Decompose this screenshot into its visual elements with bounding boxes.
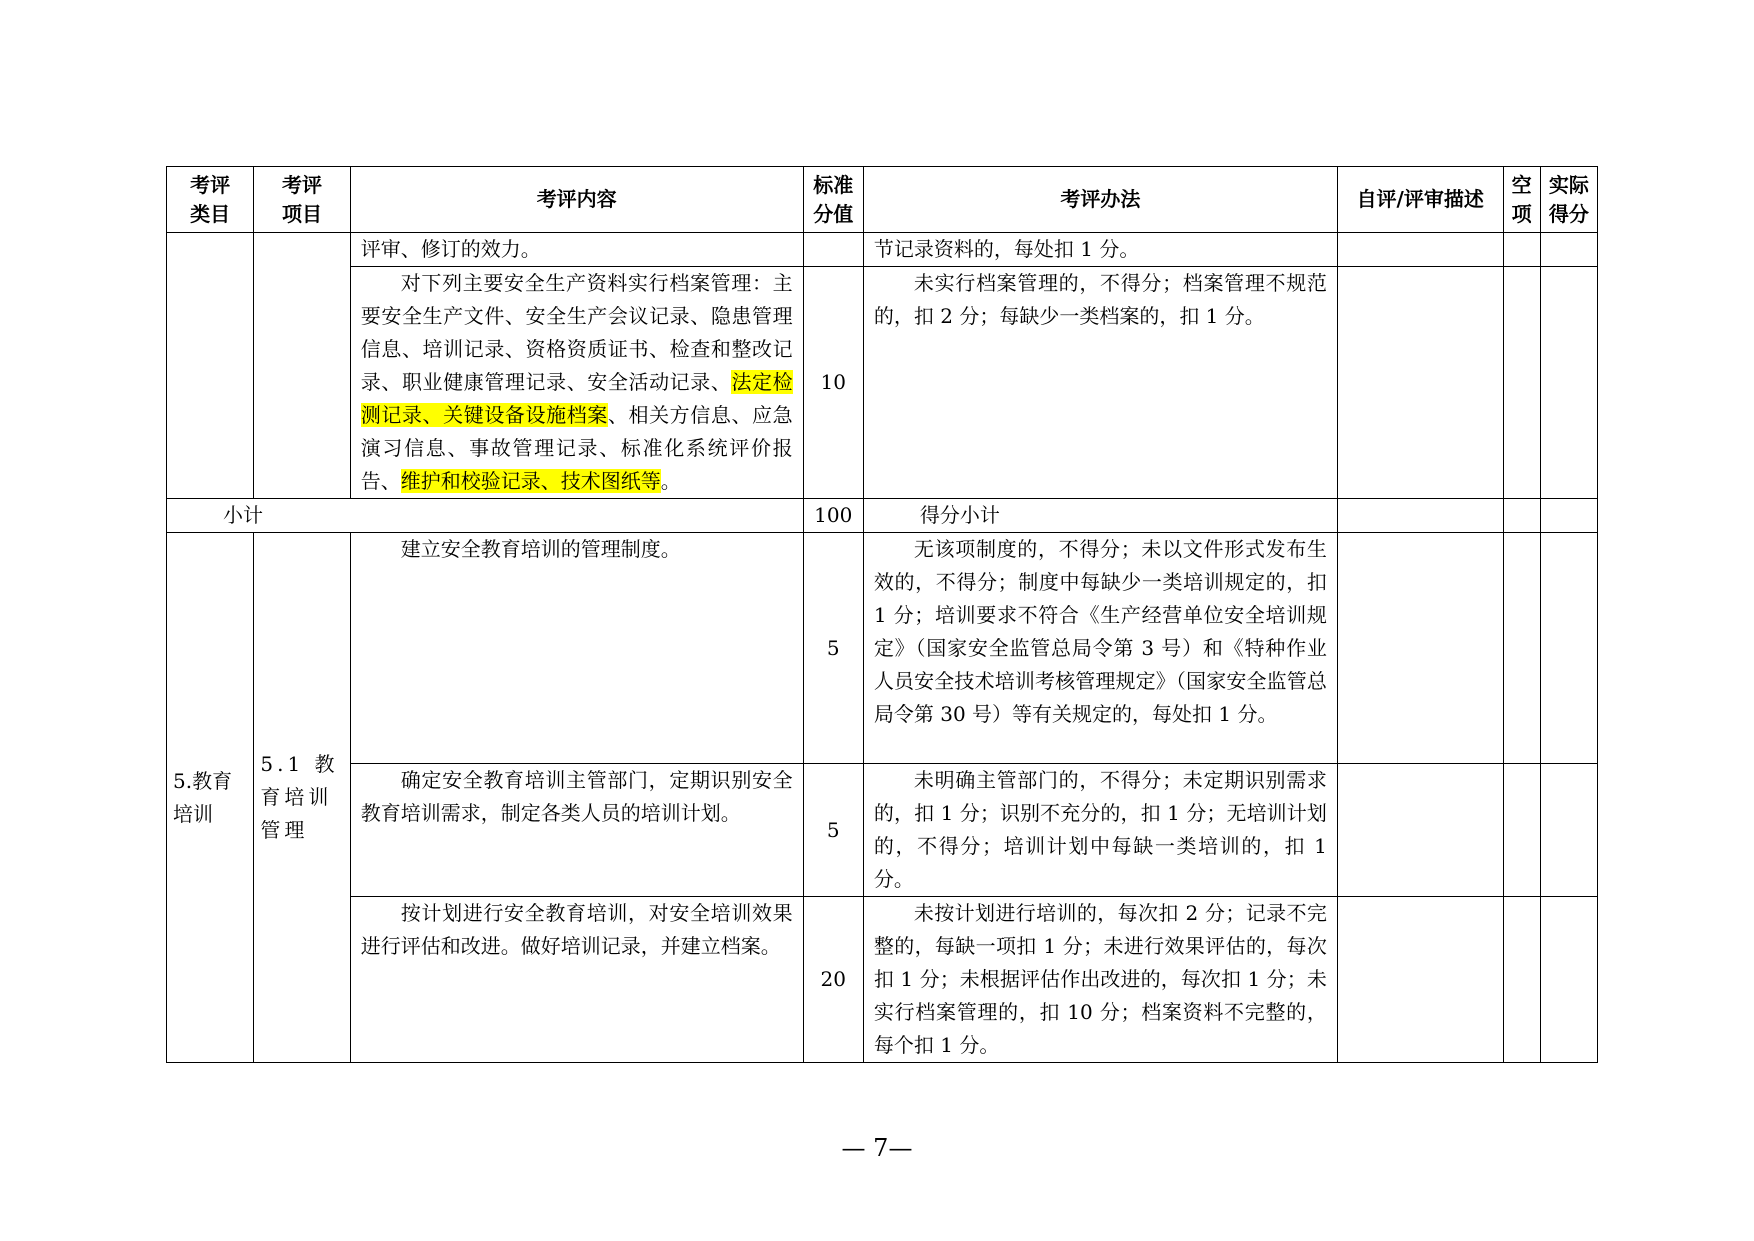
- self-eval-cell: [1337, 233, 1503, 267]
- content-cell: 建立安全教育培训的管理制度。: [350, 533, 803, 764]
- content-text: 、相关方信息、应急演习信息、事故管理记录、标准化系统评价报告、: [360, 403, 793, 493]
- highlighted-text: 维护和校验记录、技术图纸等: [400, 469, 661, 493]
- actual-score-cell: [1540, 499, 1597, 533]
- table-row: [167, 233, 1598, 267]
- method-cell: 节记录资料的，每处扣 1 分。: [863, 233, 1337, 267]
- subtotal-row: [167, 499, 1598, 533]
- content-cell: 评审、修订的效力。: [350, 233, 803, 267]
- header-blank: 空 项: [1503, 167, 1540, 233]
- score-cell: [803, 233, 863, 267]
- header-actual-score: 实际 得分: [1540, 167, 1597, 233]
- score-cell: 5: [803, 533, 863, 764]
- actual-score-cell: [1540, 267, 1597, 499]
- blank-cell: [1503, 267, 1540, 499]
- method-cell: 未按计划进行培训的，每次扣 2 分；记录不完整的，每缺一项扣 1 分；未进行效果评估的，每次扣 1 分；未根据评估作出改进的，每次扣 1 分；未实行档案管理的，扣 10 分；档案资料不完整的，每个扣 1 分。: [863, 897, 1337, 1063]
- header-self-eval: 自评/评审描述: [1337, 167, 1503, 233]
- content-text: 对下列主要安全生产资料实行档案管理：主要安全生产文件、安全生产会议记录、隐患管理信息、培训记录、资格资质证书、检查和整改记录、职业健康管理记录、安全活动记录、: [360, 271, 793, 394]
- blank-cell: [1503, 499, 1540, 533]
- evaluation-table: [166, 166, 1598, 1063]
- table-row: [167, 897, 1598, 1063]
- subtotal-score: 100: [803, 499, 863, 533]
- table-row: [167, 267, 1598, 499]
- blank-cell: [1503, 533, 1540, 764]
- self-eval-cell: [1337, 499, 1503, 533]
- category-cell-empty: [167, 233, 254, 499]
- method-cell: 无该项制度的，不得分；未以文件形式发布生效的，不得分；制度中每缺少一类培训规定的，扣 1 分；培训要求不符合《生产经营单位安全培训规定》（国家安全监管总局令第 3 号）和《特种作业人员安全技术培训考核管理规定》（国家安全监管总局令第 30 号）等有关规定的，每处扣 1 分。: [863, 533, 1337, 764]
- method-cell: 未明确主管部门的，不得分；未定期识别需求的，扣 1 分；识别不充分的，扣 1 分；无培训计划的，不得分；培训计划中每缺一类培训的，扣 1 分。: [863, 764, 1337, 897]
- self-eval-cell: [1337, 533, 1503, 764]
- self-eval-cell: [1337, 897, 1503, 1063]
- header-method: 考评办法: [863, 167, 1337, 233]
- content-cell: [350, 267, 803, 499]
- highlighted-text: 法定检测记录、关键设备设施档案: [360, 370, 793, 427]
- content-text: 。: [660, 469, 681, 493]
- header-content: 考评内容: [350, 167, 803, 233]
- header-item: 考评 项目: [254, 167, 350, 233]
- method-cell: 未实行档案管理的，不得分；档案管理不规范的，扣 2 分；每缺少一类档案的，扣 1 分。: [863, 267, 1337, 499]
- item-cell-empty: [254, 233, 350, 499]
- actual-score-cell: [1540, 764, 1597, 897]
- content-cell: 确定安全教育培训主管部门，定期识别安全教育培训需求，制定各类人员的培训计划。: [350, 764, 803, 897]
- score-cell: 5: [803, 764, 863, 897]
- self-eval-cell: [1337, 267, 1503, 499]
- score-cell: 20: [803, 897, 863, 1063]
- header-category: 考评 类目: [167, 167, 254, 233]
- header-standard-score: 标准 分值: [803, 167, 863, 233]
- blank-cell: [1503, 897, 1540, 1063]
- content-cell: 按计划进行安全教育培训，对安全培训效果进行评估和改进。做好培训记录，并建立档案。: [350, 897, 803, 1063]
- score-cell: 10: [803, 267, 863, 499]
- page-number: — 7—: [841, 1134, 913, 1162]
- actual-score-cell: [1540, 533, 1597, 764]
- category-cell: 5.教育培训: [167, 533, 254, 1063]
- blank-cell: [1503, 764, 1540, 897]
- table-header-row: [167, 167, 1598, 233]
- self-eval-cell: [1337, 764, 1503, 897]
- subtotal-method: 得分小计: [863, 499, 1337, 533]
- item-cell: 5.1 教育培训管理: [254, 533, 350, 1063]
- subtotal-label: 小计: [167, 499, 804, 533]
- actual-score-cell: [1540, 233, 1597, 267]
- table-row: [167, 764, 1598, 897]
- blank-cell: [1503, 233, 1540, 267]
- table-row: [167, 533, 1598, 764]
- actual-score-cell: [1540, 897, 1597, 1063]
